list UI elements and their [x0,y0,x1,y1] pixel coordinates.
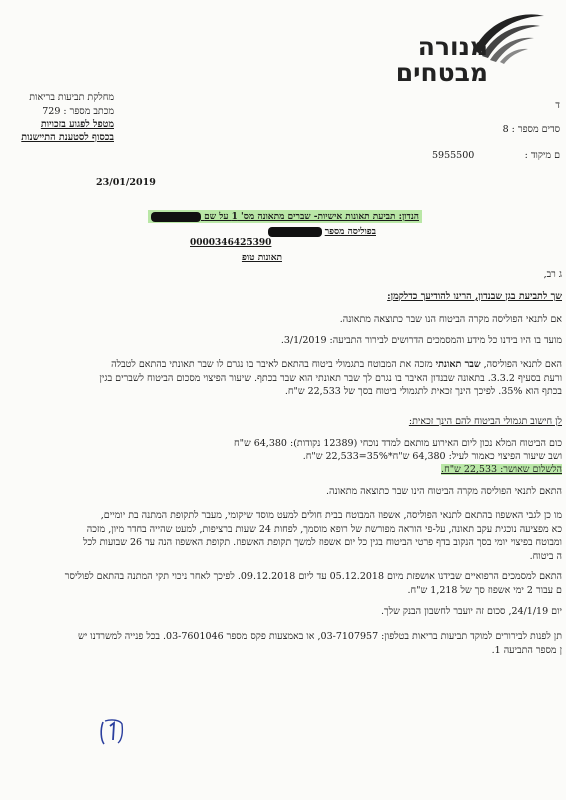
paragraph-fracture-terms [2,358,562,399]
redacted-id [268,227,322,237]
terms-bold: שבר תאונתי [435,359,481,370]
policy-number: 0000346425390 [190,238,272,248]
terms-rest: מזכה את המבוטח בתגמולי ביטוח בהתאם לאיבר בו נגרם לו שבר תאונתי בהתאם לטבלה [111,359,433,370]
zip-value: 5955500 [432,150,475,161]
insurer-line: בכסוף לסטענת התיישנות [21,132,114,143]
contact-line-2: ן מספר התביעה 1. [491,644,562,656]
calculation-heading: לן חישוב תגמולי הביטוח להם הינך זכאית: [408,416,562,427]
terms-line-2: ורעת בסעיף 3.3.2. בתאונה שבנדון האיבר בו נגרם לך שבר תאונתי הוא שבר בכתף. שיעור הפיצוי מסכום הביטוח לשברים בגין [99,372,562,384]
redacted-name [151,212,201,222]
letter-number: מכתב מספר : 729 [42,106,114,117]
paragraph-hospital-terms [2,509,562,563]
company-logo [358,8,548,87]
subject-line-2 [268,226,376,237]
logo-line-1: מנורה [417,32,488,61]
handler-line: מטפל לפגוע בזכויות [40,119,114,130]
calc-sum-insured: כום הביטוח המלא נכון ליום האירוע מותאם למדד נוכחי (12389 נקודות): 64,380 ש"ח [233,438,562,449]
terms-line-3: בכתף הוא 35%. לפיכך הינך זכאית לתגמולי ביטוח בסך של 22,533 ש"ח. [284,386,562,397]
calc-approved [441,463,562,477]
calc-rate: ושב שיעור הפיצוי כאמור לעיל: 64,380 ש"ח*35%=22,533 ש"ח. [302,451,562,462]
letter-date: 23/01/2019 [96,177,156,188]
paragraph-insured-event: אם לתנאי הפוליסה מקרה הביטוח הנו שבר כתוצאה מתאונה. [339,314,562,325]
pages-count: סדים מספר : 8 [502,124,560,135]
terms-prefix: האם לתנאי הפוליסה, [483,359,562,370]
zip-label: ם מיקוד : [524,150,560,161]
hospital-line-4: ה ביטוח. [529,550,562,562]
dates-line-1: התאם למסמכים הרפואיים שבידנו אושפזת מיום 05.12.2018 עד ליום 09.12.2018. לפיכך לאחר ניכוי תקי המתנה בהתאם לפוליסר [64,571,562,582]
paragraph-info-date: מועד בו היו בידנו כל מידע והמסמכים הדרושים לבירור התביעה: 3/1/2019. [280,335,562,346]
contact-line-1: תן לפנות לבירורים למוקד תביעות בריאות בטלפון: 03-7107957, או באמצעות פקס מספר 03-7601046. בכל פנייה למשרדנו יש [77,631,562,642]
hospital-line-2: כא מפציעה נוכגית עקב תאונה, על-פי הוראה מפורשת של רופא מוסמך, לפחות 24 שעות ברציפות, למעט שהייה בחדר מיון, מזכה [86,523,562,535]
subject-line-1 [148,210,422,223]
salutation: ג רב, [543,269,562,280]
policy-prefix: בפוליסה מספר [324,227,376,237]
hospital-line-1: מו כן לגבי האשפוז בהתאם לתנאי הפוליסה, אשפוז המבוטח בבית חולים למעט מוסד שיקומי, מעבר לתקופת המתנה בת יומיים, [100,510,562,521]
logo-line-2: מבטחים [395,58,488,87]
paragraph-transfer: יום 24/1/19, סכום זה יועבר לחשבון הבנק שלך. [381,606,562,617]
hospital-line-3: ומבוטח בפיצוי יומי בסך הנקוב בדף פרטי הביטוח בגין כל יום אשפוז למשך תקופת האשפוז. תקופת האשפוז הנה עד 26 שבועות לכל [83,537,562,548]
paragraph-contact [2,630,562,657]
subject-text: הנדון: תביעת תאונות אישיות- שברים מתאונה מס' 1 על שם [204,212,419,222]
dates-line-2: ם עבור 2 ימי אשפוז סך של 1,218 ש"ח. [407,584,562,596]
paragraph-hospital-dates [2,570,562,597]
paragraph-hospital-intro: התאם לתנאי הפוליסה מקרה הביטוח הינו שבר כתוצאה מתאונה. [326,486,562,497]
subject-line-3: תאונות טופ [241,253,282,263]
recipient-initial: ד [555,100,560,111]
handwritten-mark-icon [98,716,126,746]
logo-wordmark [396,34,488,86]
paragraph-intro: שך לתביעת בגן שבנדון, הרינו להודיעך כדלקמן: [387,291,562,302]
department-name: מחלקת תביעות בריאות [29,92,114,103]
approved-amount: הלשלום שאושר: 22,533 ש"ח. [441,464,562,475]
